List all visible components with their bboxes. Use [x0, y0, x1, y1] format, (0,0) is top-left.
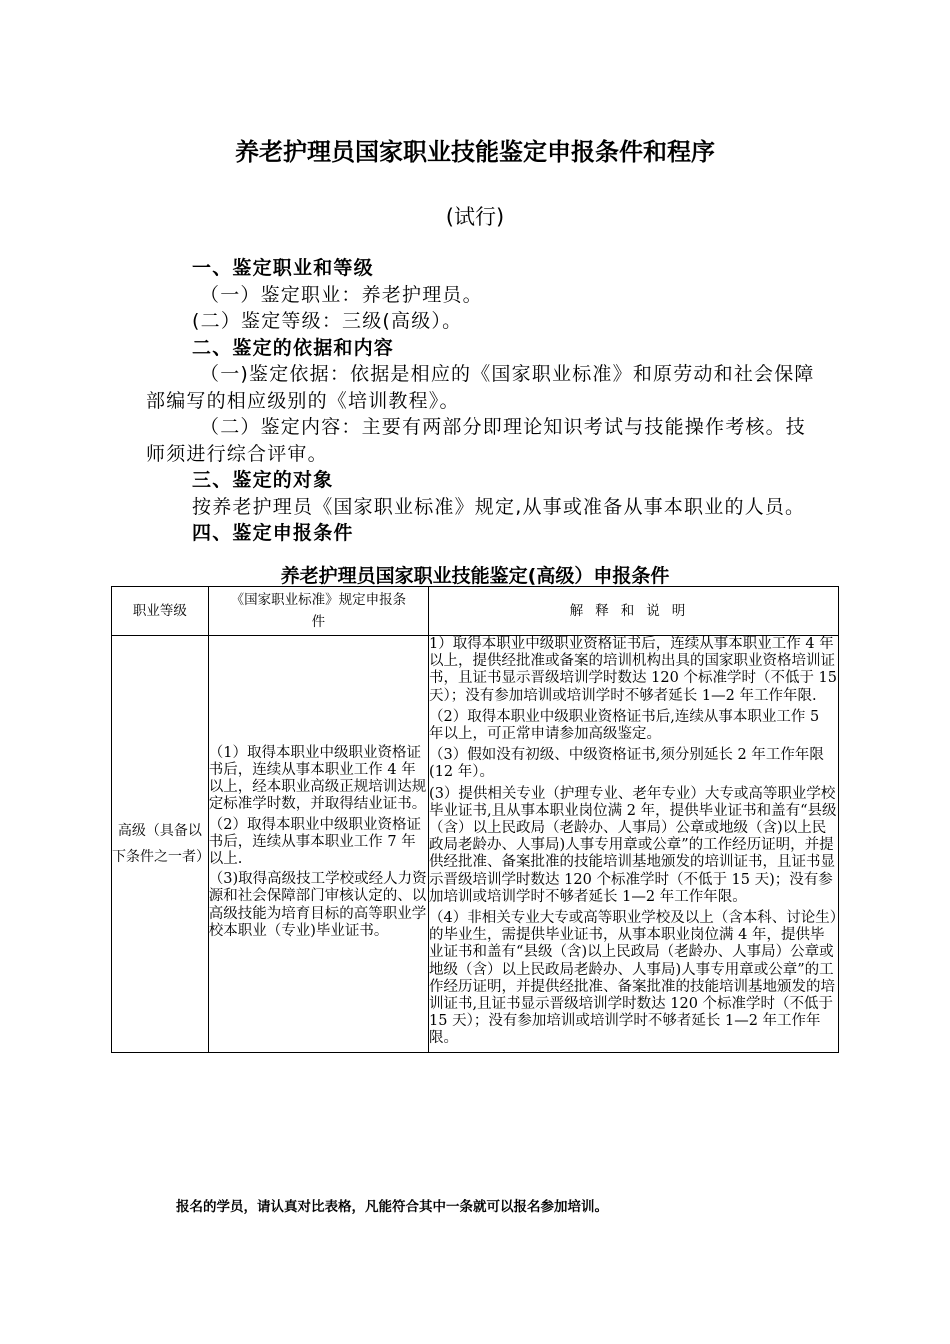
header-explanation-label: 解释和说明 [569, 603, 698, 619]
header-explanation [429, 587, 839, 636]
section-heading-2: 二、鉴定的依据和内容 [192, 336, 395, 359]
table-header-row [112, 587, 839, 636]
standard-cell [208, 636, 428, 1053]
level-cell: 高级（具备以下条件之一者） [112, 636, 209, 1053]
section-heading-3: 三、鉴定的对象 [192, 469, 334, 491]
explanation-item: 1）取得本职业中级职业资格证书后，连续从事本职业工作 4 年以上，提供经批准或备案的培训机构出具的国家职业资格培训证书，且证书显示晋级培训学时数达 120 个标准学时（不低于 15 天）；没有参加培训或培训学时不够者延长 1—2 年工作年限. [429, 636, 837, 704]
section-1-paragraph-1: （一）鉴定职业：养老护理员。 [200, 283, 483, 306]
document-body [146, 255, 826, 547]
explanation-cell [429, 636, 839, 1053]
section-3-paragraph-1: 按养老护理员《国家职业标准》规定,从事或准备从事本职业的人员。 [192, 495, 806, 518]
footer-note: 报名的学员，请认真对比表格，凡能符合其中一条就可以报名参加培训。 [176, 1199, 608, 1215]
header-standard: 《国家职业标准》规定申报条件 [208, 587, 428, 636]
explanation-item: （3）假如没有初级、中级资格证书,须分别延长 2 年工作年限(12 年）。 [429, 747, 824, 781]
section-2-paragraph-1: （一)鉴定依据：依据是相应的《国家职业标准》和原劳动和社会保障部编写的相应级别的《培训教程》。 [146, 363, 815, 412]
section-2-paragraph-2: （二）鉴定内容：主要有两部分即理论知识考试与技能操作考核。技师须进行综合评审。 [146, 416, 807, 465]
explanation-item: （4）非相关专业大专或高等职业学校及以上（含本科、讨论生）的毕业生，需提供毕业证书，从事本职业岗位满 4 年，提供毕业证书和盖有“县级（含)以上民政局（老龄办、人事局）公章或地级（含）以上民政局老龄办、人事局)人事专用章或公章”的工作经历证明，并提供经批准、备案批准的技能培训基地颁发的培训证书,且证书显示晋级培训学时数达 120 个标准学时（不低于 15 天）；没有参加培训或培训学时不够者延长 1—2 年工作年限。 [429, 910, 838, 1047]
requirements-table [111, 586, 839, 1053]
table-title: 养老护理员国家职业技能鉴定(高级）申报条件 [280, 565, 670, 587]
standard-item: （3)取得高级技工学校或经人力资源和社会保障部门审核认定的、以高级技能为培育目标的高等职业学校本职业（专业)毕业证书。 [208, 871, 427, 939]
explanation-item: (3）提供相关专业（护理专业、老年专业）大专或高等职业学校毕业证书,且从事本职业岗位满 2 年，提供毕业证书和盖有“县级（含）以上民政局（老龄办、人事局）公章或地级（含)以上民政局老龄办、人事局)人事专用章或公章”的工作经历证明，并提供经批准、备案批准的技能培训基地颁发的培训证书，且证书显示晋级培训学时数达 120 个标准学时（不低于 15 天)；没有参加培训或培训学时不够者延长 1—2 年工作年限。 [429, 785, 837, 905]
header-level: 职业等级 [112, 587, 209, 636]
explanation-item: （2）取得本职业中级职业资格证书后,连续从事本职业工作 5 年以上，可正常申请参加高级鉴定。 [429, 708, 820, 743]
document-subtitle: (试行) [445, 205, 505, 229]
section-heading-1: 一、鉴定职业和等级 [192, 257, 374, 279]
section-heading-4: 四、鉴定申报条件 [192, 522, 354, 544]
standard-item: （1）取得本职业中级职业资格证书后，连续从事本职业工作 4 年以上，经本职业高级正规培训达规定标准学时数，并取得结业证书。 [208, 744, 427, 813]
document-title: 养老护理员国家职业技能鉴定申报条件和程序 [235, 137, 715, 166]
standard-item: （2）取得本职业中级职业资格证书后，连续从事本职业工作 7 年以上. [208, 816, 421, 867]
table-row [112, 636, 839, 1053]
section-1-paragraph-2: (二）鉴定等级：三级(高级）。 [192, 310, 463, 332]
